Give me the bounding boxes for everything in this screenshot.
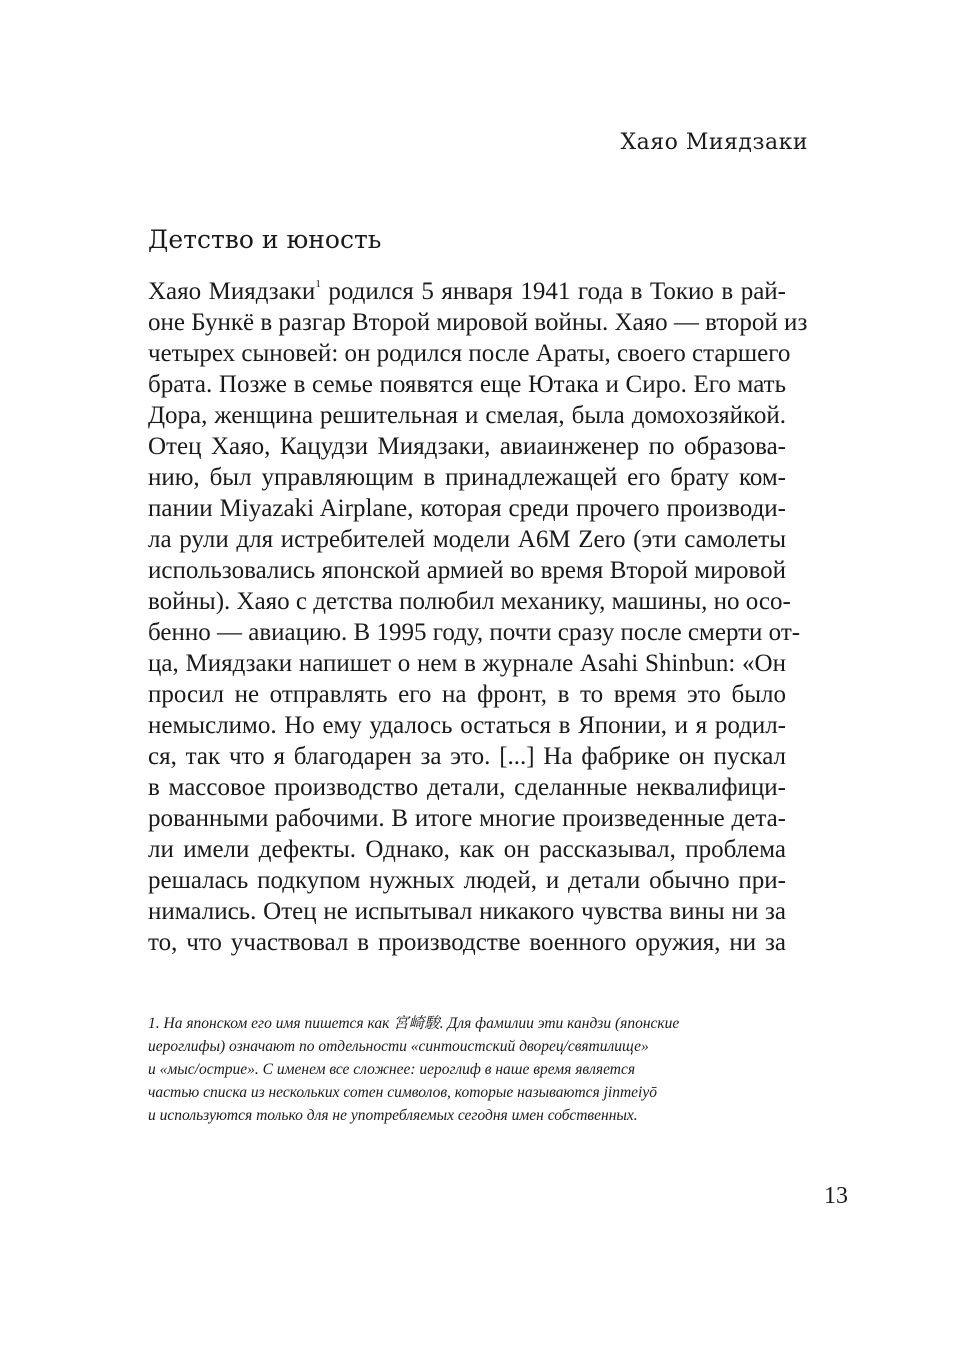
body-line: ца, Миядзаки напишет о нем в журнале Asahi Shinbun: «Он <box>148 650 786 677</box>
footnote-line: 1. На японском его имя пишется как 宮崎駿. Для фамилии эти кандзи (японские <box>148 1015 680 1032</box>
body-line: пании Miyazaki Airplane, которая среди прочего производи- <box>148 495 786 522</box>
running-header: Хаяо Миядзаки <box>620 130 808 155</box>
body-line: оне Бункё в разгар Второй мировой войны. Хаяо — второй из <box>148 309 808 336</box>
body-line-1 <box>148 276 786 307</box>
body-line: в массовое производство детали, сделанные неквалифици- <box>148 774 786 801</box>
body-line: ся, так что я благодарен за это. [...] На фабрике он пускал <box>148 743 786 770</box>
body-line-1-rest: родился 5 января 1941 года в Токио в рай- <box>328 278 787 305</box>
footnote <box>148 1012 768 1127</box>
body-line: нимались. Отец не испытывал никакого чувства вины ни за <box>148 898 786 925</box>
footnote-line: и используются только для не употребляемых сегодня имен собственных. <box>148 1107 638 1124</box>
section-heading: Детство и юность <box>148 225 382 254</box>
footnote-line: и «мыс/острие». С именем все сложнее: иероглиф в наше время является <box>148 1061 636 1078</box>
body-paragraph <box>148 276 808 958</box>
body-line: ли имели дефекты. Однако, как он рассказывал, проблема <box>148 836 786 863</box>
body-line: решалась подкупом нужных людей, и детали обычно при- <box>148 867 786 894</box>
body-line: брата. Позже в семье появятся еще Ютака и Сиро. Его мать <box>148 371 786 398</box>
body-line: бенно — авиацию. В 1995 году, почти сразу после смерти от- <box>148 619 801 646</box>
body-line: просил не отправлять его на фронт, в то время это было <box>148 681 786 708</box>
body-line: немыслимо. Но ему удалось остаться в Японии, и я родил- <box>148 712 786 739</box>
body-line: Дора, женщина решительная и смелая, была домохозяйкой. <box>148 402 786 429</box>
body-line: нию, был управляющим в принадлежащей его брату ком- <box>148 464 786 491</box>
body-line: рованными рабочими. В итоге многие произведенные дета- <box>148 805 786 832</box>
footnote-ref-marker[interactable]: 1 <box>315 278 321 290</box>
body-line: то, что участвовал в производстве военного оружия, ни за <box>148 929 786 956</box>
body-line: ла рули для истребителей модели А6М Zero (эти самолеты <box>148 526 786 553</box>
body-line: Отец Хаяо, Кацудзи Миядзаки, авиаинженер по образова- <box>148 433 786 460</box>
footnote-line: иероглифы) означают по отдельности «синтоистский дворец/святилище» <box>148 1038 649 1055</box>
page-number: 13 <box>824 1183 848 1209</box>
body-line: использовались японской армией во время Второй мировой <box>148 557 786 584</box>
footnote-line: частью списка из нескольких сотен символов, которые называются jinmeiyō <box>148 1084 657 1101</box>
body-line: войны). Хаяо с детства полюбил механику, машины, но осо- <box>148 588 791 615</box>
body-line-1-name: Хаяо Миядзаки <box>148 278 316 305</box>
body-line: четырех сыновей: он родился после Араты, своего старшего <box>148 340 791 367</box>
